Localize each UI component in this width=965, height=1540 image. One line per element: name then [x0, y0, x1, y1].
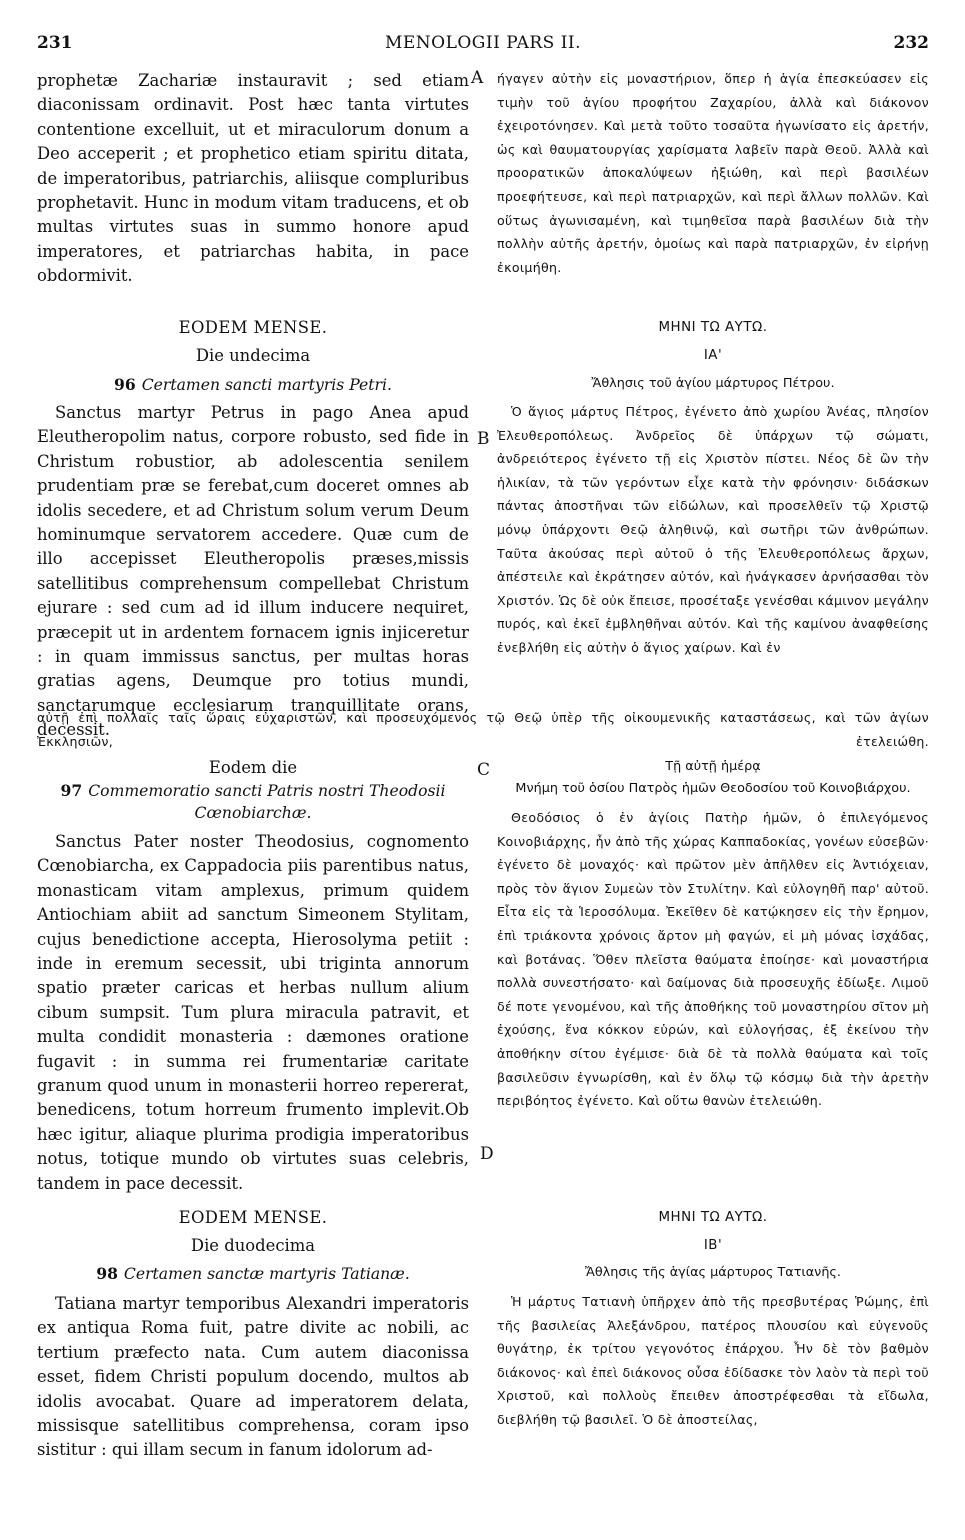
latin-98-text: Tatiana martyr temporibus Alexandri imperatoris ex antiqua Roma fuit, patre divite ac nobili, ac tertium præfecto nata. Cum autem diaconissa esset, fidem Christi populum docendo, multos ab idolis avocabat. Quare ad imperatorem delata, missisque satellitibus comprehensa, coram ipso sistitur : qui illam secum in fanum idolorum ad- [37, 1294, 469, 1460]
latin-98-number: 98 [96, 1264, 118, 1283]
latin-98-month: EODEM MENSE. [178, 1208, 328, 1227]
page-number-left: 231 [37, 33, 73, 53]
latin-96-text: Sanctus martyr Petrus in pago Anea apud Eleutheropolim natus, corpore robusto, sed fide in Christum robustior, ab adolescentia senilem prudentiam præ se ferebat,cum doceret omnes ab idolis secedere, et ad Christum solum verum Deum hominumque servatorem accedere. Quæ cum de illo accepisset Eleutheropolis præses,missis satellitibus comprehensum compellebat Christum ejurare : sed cum ad id illum inducere nequiret, præcepit ut in ardentem fornacem ignis injiceretur : in quam immissus sanctus, per multas horas gratias agens, Deumque pro totius mundi, sanctarumque ecclesiarum tranquillitate orans, decessit. [37, 403, 469, 740]
latin-97-number: 97 [60, 781, 83, 800]
greek-97-day: Τῇ αὐτῇ ἡμέρᾳ [665, 759, 761, 774]
greek-98-day: ΙΒ' [703, 1238, 723, 1253]
latin-98-heading [37, 1262, 469, 1286]
latin-97-text: Sanctus Pater noster Theodosius, cognomento Cœnobiarcha, ex Cappadocia piis parentibus natus, monasticam vitam amplexus, primum quidem Antiochiam abiit ad sanctum Simeonem Stylitam, cujus benedictione accepta, Hierosolyma petiit : inde in eremum secessit, ubi triginta annorum spatio præter caricas et herbas nullum alium cibum sumpsit. Tum plura miracula patravit, et multa condidit monasteria : dæmones oratione fugavit : in summa rei frumentariæ caritate granum quod unum in monasterii horreo repererat, benedicens, totum horreum frumento implevit.Ob hæc igitur, aliaque plurima prodigia imperatoribus notus, totique mundo ob virtutes suas celebris, tandem in pace decessit. [37, 832, 469, 1193]
greek-96-month: ΜΗΝΙ ΤΩ ΑΥΤΩ. [658, 320, 768, 335]
greek-96-text: Ὁ ἅγιος μάρτυς Πέτρος, ἐγένετο ἀπὸ χωρίου Ἀνέας, πλησίον Ἐλευθεροπόλεως. Ἀνδρεῖος δὲ ὑπάρχων τῷ σώματι, ἀνδρειότερος ἐγένετο τῇ εἰς Χριστὸν πίστει. Νέος δὲ ὢν τὴν ἡλικίαν, τὰ τῶν γερόντων εἶχε κατὰ τὴν φρόνησιν· διδάσκων πάντας ἀποστῆναι τῶν εἰδώλων, καὶ προσελθεῖν τῷ Χριστῷ μόνῳ ὑπάρχοντι Θεῷ ἀληθινῷ, καὶ σωτῆρι τῶν ἀνθρώπων. Ταῦτα ἀκούσας περὶ αὐτοῦ ὁ τῆς Ἐλευθεροπόλεως ἄρχων, ἀπέστειλε καὶ ἐκράτησεν αὐτόν, καὶ ἠνάγκασεν ἀρνήσασθαι τὸν Χριστόν. Ὡς δὲ οὐκ ἔπεισε, προσέταξε γενέσθαι κάμινον μεγάλην πυρός, καὶ ἐκεῖ ἐμβληθῆναι αὐτόν. Καὶ τῆς καμίνου ἀναφθείσης ἐνεβλήθη εἰς αὐτὴν ὁ ἅγιος χαίρων. Καὶ ἐν [497, 404, 929, 655]
greek-section-96 [497, 316, 929, 660]
latin-98-day: Die duodecima [190, 1236, 316, 1255]
greek-98-month: ΜΗΝΙ ΤΩ ΑΥΤΩ. [658, 1210, 768, 1225]
latin-96-heading [37, 373, 469, 397]
greek-97-title: Μνήμη τοῦ ὁσίου Πατρὸς ἡμῶν Θεοδοσίου τοῦ Κοινοβιάρχου. [515, 781, 911, 796]
greek-section-98 [497, 1206, 929, 1432]
margin-marker-c: C [477, 760, 491, 780]
latin-97-day: Eodem die [208, 758, 298, 777]
latin-96-month: EODEM MENSE. [178, 318, 328, 337]
latin-intro [37, 69, 469, 289]
latin-96-title: Certamen sancti martyris Petri. [141, 376, 392, 394]
latin-98-title: Certamen sanctæ martyris Tatianæ. [123, 1265, 410, 1283]
page-number-right: 232 [893, 33, 929, 53]
margin-marker-d: D [480, 1144, 494, 1164]
greek-section-97 [497, 756, 929, 1113]
latin-section-96 [37, 316, 469, 743]
latin-97-title: Commemoratio sancti Patris nostri Theodosii Cœnobiarchæ. [88, 782, 446, 822]
latin-section-97 [37, 756, 469, 1196]
margin-marker-b: B [477, 429, 490, 449]
greek-96-continuation: αὐτῇ ἐπὶ πολλαῖς ταῖς ὥραις εὐχαριστῶν, καὶ προσευχόμενος τῷ Θεῷ ὑπὲρ τῆς οἰκουμενικῆς καταστάσεως, καὶ τῶν ἁγίων Ἐκκλησιῶν, ἐτελειώθη. [37, 710, 929, 749]
greek-intro-text: ήγαγεν αὐτὴν εἰς μοναστήριον, ὅπερ ἡ ἁγία ἐπεσκεύασεν εἰς τιμὴν τοῦ ἁγίου προφήτου Ζαχαρίου, ἀλλὰ καὶ διάκονον ἐχειροτόνησεν. Καὶ μετὰ τοῦτο τοσαῦτα ἠγωνίσατο εἰς ἀρετήν, ὡς καὶ θαυματουργίας χαρίσματα λαβεῖν παρὰ Θεοῦ. Ἀλλὰ καὶ προορατικῶν ἀποκαλύψεων ἠξιώθη, καὶ περὶ βασιλέων προεφήτευσε, καὶ περὶ πατριαρχῶν, καὶ περὶ ἄλλων πολλῶν. Καὶ οὕτως ἀγωνισαμένη, καὶ τιμηθεῖσα παρὰ βασιλέων διὰ τὴν πολλὴν αὐτῆς ἀρετήν, ὁμοίως καὶ παρὰ πατριαρχῶν, ἐν εἰρήνῃ ἐκοιμήθη. [497, 71, 929, 275]
greek-98-text: Ἡ μάρτυς Τατιανὴ ὑπῆρχεν ἀπὸ τῆς πρεσβυτέρας Ῥώμης, ἐπὶ τῆς βασιλείας Ἀλεξάνδρου, πατέρος πλουσίου καὶ εὐγενοῦς θυγάτηρ, ἐκ τρίτου γεγονότος ἐπάρχου. Ἦν δὲ τὸν βαθμὸν διάκονος· καὶ ἐπεὶ διάκονος οὖσα ἐδίδασκε τὸν λαὸν τὰ περὶ τοῦ Χριστοῦ, καὶ πολλοὺς ἔπειθεν ἀποστρέφεσθαι τὰ εἴδωλα, διεβλήθη τῷ βασιλεῖ. Ὁ δὲ ἀποστείλας, [497, 1294, 929, 1427]
greek-97-text: Θεοδόσιος ὁ ἐν ἁγίοις Πατὴρ ἡμῶν, ὁ ἐπιλεγόμενος Κοινοβιάρχης, ἦν ἀπὸ τῆς χώρας Καππαδοκίας, γονέων εὐσεβῶν· ἐγένετο δὲ μοναχός· καὶ πρῶτον μὲν ἀπῆλθεν εἰς Ἀντιόχειαν, πρὸς τὸν ἅγιον Συμεὼν τὸν Στυλίτην. Καὶ εὐλογηθῆ παρ' αὐτοῦ. Εἶτα εἰς τὰ Ἱεροσόλυμα. Ἐκεῖθεν δὲ κατῴκησεν εἰς τὴν ἔρημον, ἐπὶ τριάκοντα χρόνοις ἄρτον μὴ φαγών, εἰ μὴ μόνας ἰσχάδας, καὶ βοτάνας. Ὅθεν πλεῖστα θαύματα ἐποίησε· καὶ μοναστήρια πολλὰ συνεστήσατο· καὶ δαίμονας διὰ προσευχῆς ἐδίωξε. Λιμοῦ δέ ποτε γενομένου, καὶ τῆς ἀποθήκης τοῦ μοναστηρίου σῖτον μὴ ἐχούσης, ἕνα κόκκον εὑρών, καὶ εὐλογήσας, ἐξ ἐκείνου τὴν ἀποθήκην σίτου ἐγέμισε· διὰ δὲ τὰ πολλὰ θαύματα καὶ τοῖς βασιλεῦσιν ἐγνωρίσθη, καὶ ἐν ὅλῳ τῷ κόσμῳ διὰ τὴν ἀρετὴν περιβόητος ἐγένετο. Καὶ οὕτω θανὼν ἐτελειώθη. [497, 810, 929, 1109]
greek-96-title: Ἄθλησις τοῦ ἁγίου μάρτυρος Πέτρου. [591, 376, 835, 391]
latin-section-98 [37, 1206, 469, 1463]
greek-98-title: Ἄθλησις τῆς ἁγίας μάρτυρος Τατιανῆς. [584, 1265, 842, 1280]
running-title: MENOLOGII PARS II. [384, 33, 582, 53]
greek-96-day: ΙΑ' [703, 348, 723, 363]
latin-intro-text: prophetæ Zachariæ instauravit ; sed etiam diaconissam ordinavit. Post hæc tanta virtutes contentione excelluit, ut et miraculorum donum a Deo acceperit ; et prophetico etiam spiritu ditata, de imperatoribus, patriarchis, aliisque compluribus prophetavit. Hunc in modum vitam traducens, et ob multas virtutes suas in summo honore apud imperatores, et patriarchas habita, in pace obdormivit. [37, 71, 469, 286]
margin-marker-a: A [471, 68, 484, 88]
greek-intro [497, 67, 929, 279]
latin-97-heading [37, 780, 469, 824]
latin-96-day: Die undecima [195, 346, 311, 365]
latin-96-number: 96 [114, 375, 136, 394]
running-header [37, 33, 929, 57]
